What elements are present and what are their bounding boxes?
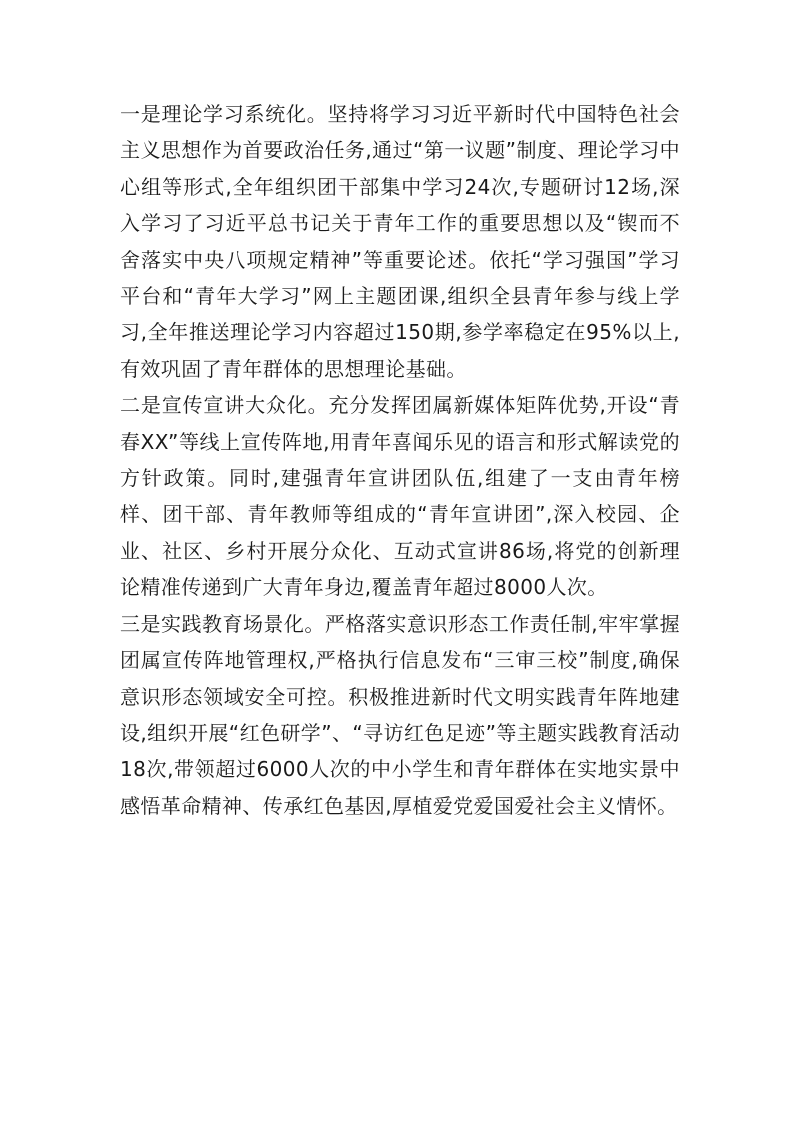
paragraph-practice-education: 三是实践教育场景化。严格落实意识形态工作责任制,牢牢掌握团属宣传阵地管理权,严格执行信息发布“三审三校”制度,确保意识形态领域安全可控。积极推进新时代文明实践青年阵地建设,组织开展“红色研学”、“寻访红色足迹”等主题实践教育活动18次,带领超过6000人次的中小学生和青年群体在实地实景中感悟革命精神、传承红色基因,厚植爱党爱国爱社会主义情怀。 bbox=[120, 611, 680, 818]
document-body bbox=[120, 96, 680, 824]
paragraph-theory-study: 一是理论学习系统化。坚持将学习习近平新时代中国特色社会主义思想作为首要政治任务,通过“第一议题”制度、理论学习中心组等形式,全年组织团干部集中学习24次,专题研讨12场,深入学习了习近平总书记关于青年工作的重要思想以及“锲而不舍落实中央八项规定精神”等重要论述。依托“学习强国”学习平台和“青年大学习”网上主题团课,组织全县青年参与线上学习,全年推送理论学习内容超过150期,参学率稳定在95%以上,有效巩固了青年群体的思想理论基础。 bbox=[120, 102, 680, 381]
paragraph-publicity: 二是宣传宣讲大众化。充分发挥团属新媒体矩阵优势,开设“青春XX”等线上宣传阵地,用青年喜闻乐见的语言和形式解读党的方针政策。同时,建强青年宣讲团队伍,组建了一支由青年榜样、团干部、青年教师等组成的“青年宣讲团”,深入校园、企业、社区、乡村开展分众化、互动式宣讲86场,将党的创新理论精准传递到广大青年身边,覆盖青年超过8000人次。 bbox=[120, 393, 680, 600]
